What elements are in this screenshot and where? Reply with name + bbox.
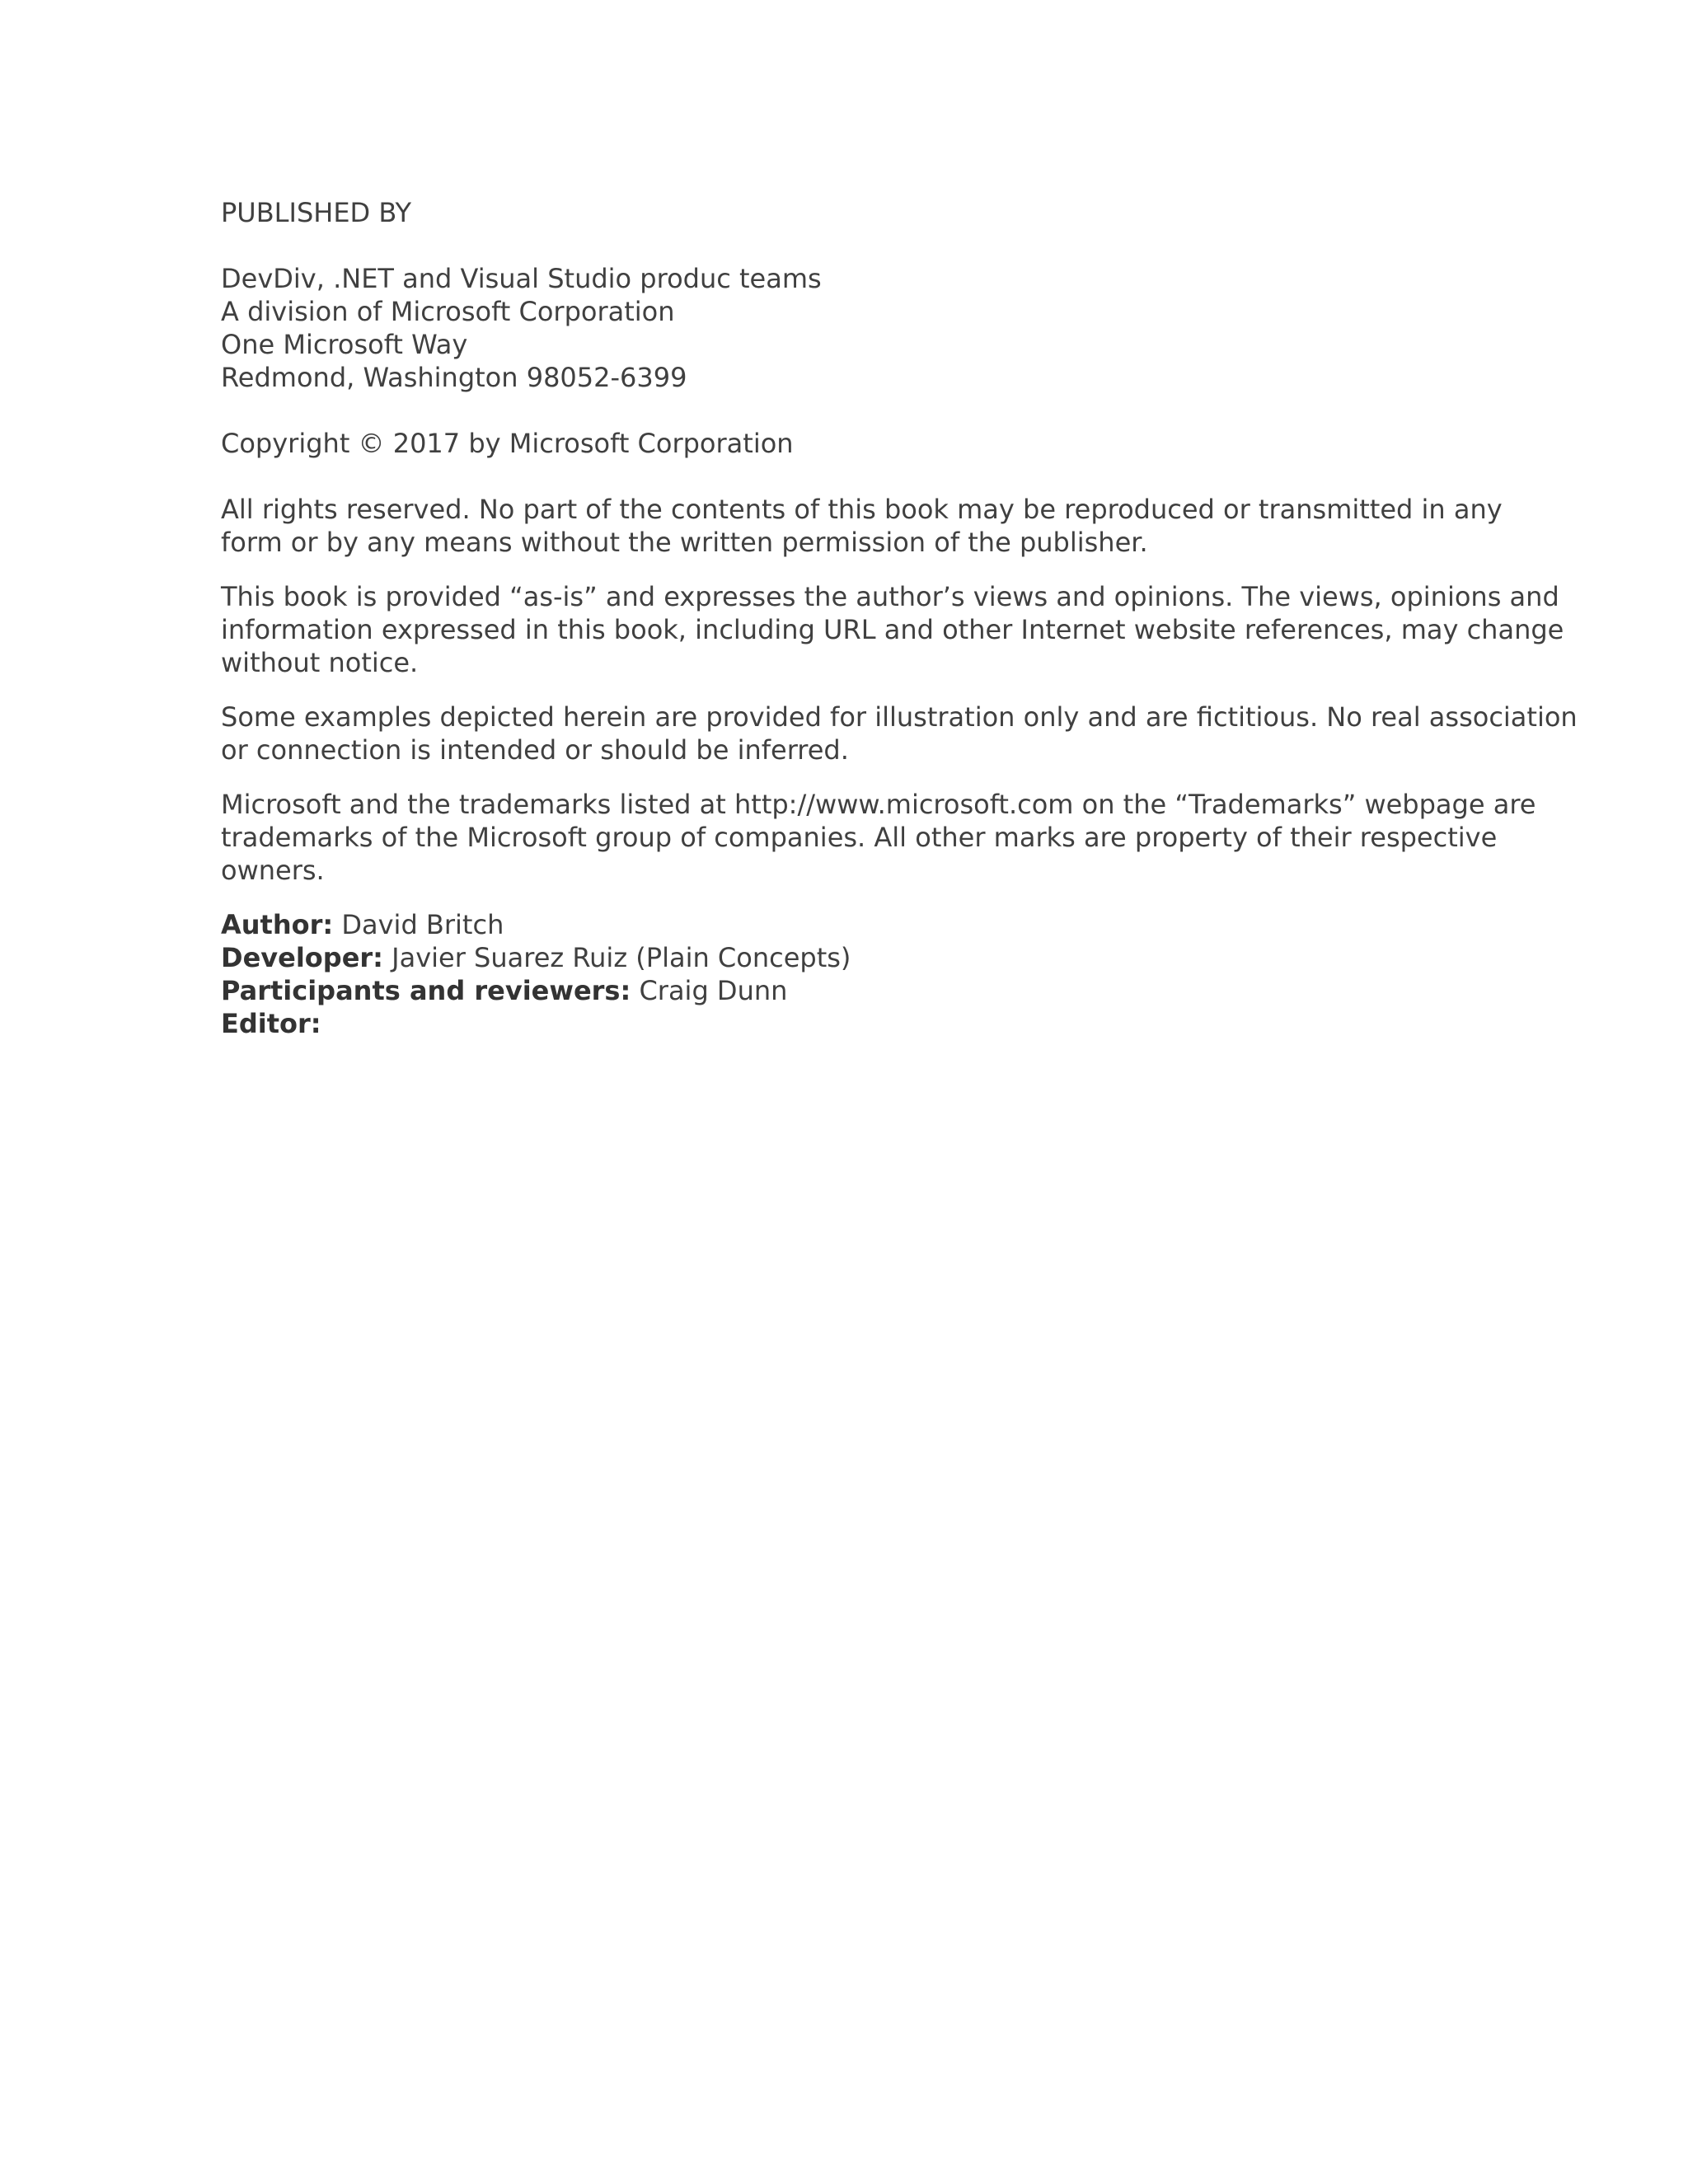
publisher-line-1: DevDiv, .NET and Visual Studio produc teams: [221, 263, 822, 294]
publisher-address: [221, 262, 1474, 394]
credit-developer: [221, 941, 1474, 974]
credit-editor: [221, 1007, 1474, 1040]
as-is-line-2: information expressed in this book, including URL and other Internet website references, may change: [221, 614, 1564, 645]
reviewers-value: Craig Dunn: [631, 975, 788, 1006]
rights-paragraph: [221, 493, 1503, 559]
reviewers-label: Participants and reviewers:: [221, 975, 631, 1006]
trademarks-line-3: owners.: [221, 855, 325, 886]
rights-line-1: All rights reserved. No part of the contents of this book may be reproduced or transmitted in any: [221, 494, 1503, 525]
published-by-text: PUBLISHED BY: [221, 197, 412, 228]
trademarks-line-2: trademarks of the Microsoft group of companies. All other marks are property of their respective: [221, 822, 1498, 853]
copyright-text: Copyright © 2017 by Microsoft Corporation: [221, 428, 794, 459]
developer-label: Developer:: [221, 942, 383, 973]
credits: [221, 908, 1474, 1040]
copyright-notice: [221, 427, 1474, 460]
published-by-heading: [221, 196, 1474, 229]
trademarks-paragraph: [221, 788, 1536, 887]
editor-label: Editor:: [221, 1008, 321, 1039]
examples-line-1: Some examples depicted herein are provided for illustration only and are fictitious. No real association: [221, 701, 1578, 733]
copyright-page: [221, 196, 1578, 1040]
as-is-line-1: This book is provided “as-is” and expresses the author’s views and opinions. The views, opinions and: [221, 581, 1559, 612]
author-value: David Britch: [333, 909, 504, 940]
author-label: Author:: [221, 909, 334, 940]
credit-author: [221, 908, 1474, 941]
publisher-line-4: Redmond, Washington 98052-6399: [221, 362, 687, 393]
as-is-paragraph: [221, 580, 1564, 679]
examples-line-2: or connection is intended or should be inferred.: [221, 734, 849, 766]
examples-paragraph: [221, 701, 1578, 766]
publisher-line-3: One Microsoft Way: [221, 329, 468, 360]
rights-line-2: form or by any means without the written permission of the publisher.: [221, 527, 1148, 558]
as-is-line-3: without notice.: [221, 647, 419, 678]
credit-reviewers: [221, 974, 1474, 1007]
trademarks-line-1: Microsoft and the trademarks listed at http://www.microsoft.com on the “Trademarks” webpage are: [221, 789, 1536, 820]
publisher-line-2: A division of Microsoft Corporation: [221, 296, 675, 327]
developer-value: Javier Suarez Ruiz (Plain Concepts): [382, 942, 851, 973]
